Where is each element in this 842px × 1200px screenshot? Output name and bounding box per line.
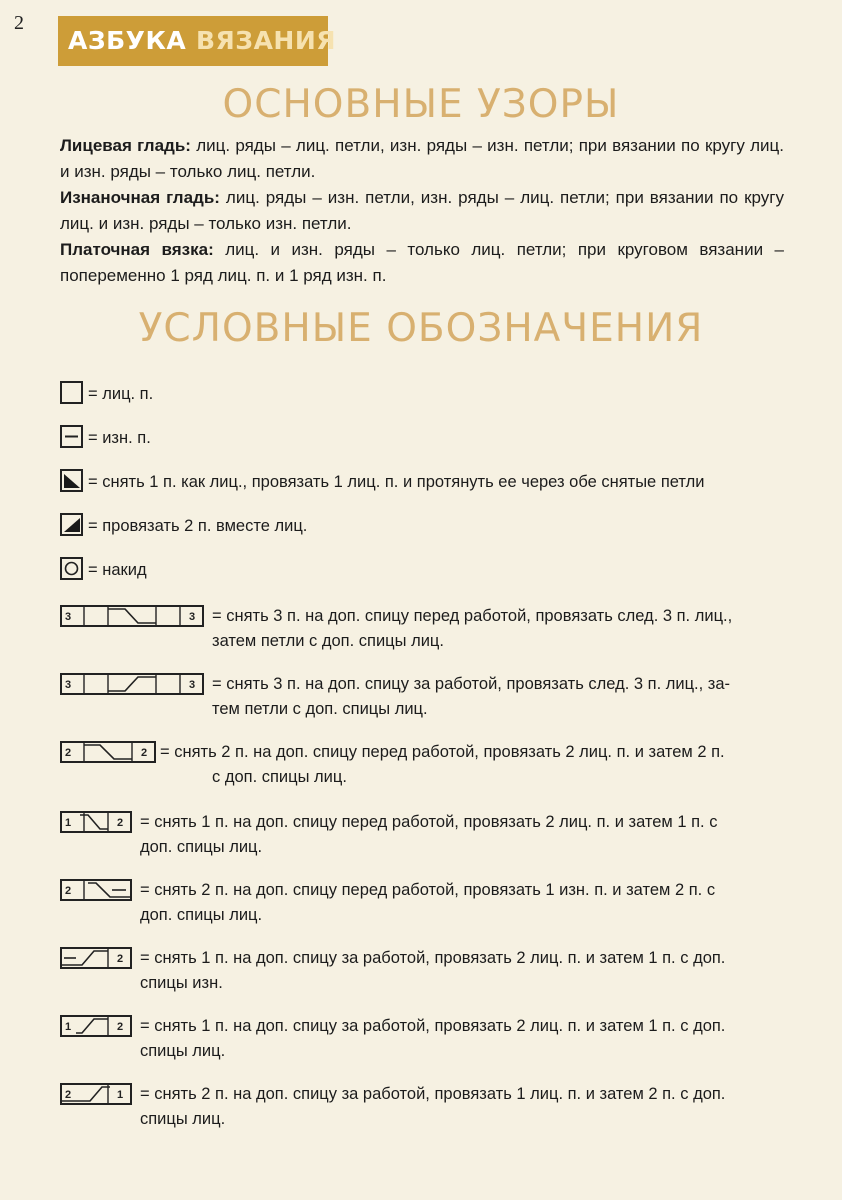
cable-3-3-back-symbol xyxy=(60,673,204,695)
paragraph-stockinette xyxy=(60,133,784,185)
cable-3-3-front-symbol xyxy=(60,605,204,627)
legend-text-line1: = снять 1 п. на доп. спицу за работой, провязать 2 лиц. п. и затем 1 п. с доп. xyxy=(140,949,726,967)
page-number: 2 xyxy=(14,12,24,34)
legend-item-knit-two-together: = провязать 2 п. вместе лиц. xyxy=(88,517,308,535)
legend-text-line2: затем петли с доп. спицы лиц. xyxy=(212,632,444,650)
cable-label-right: 2 xyxy=(117,953,124,965)
legend-text-line1: = снять 1 п. на доп. спицу за работой, провязать 2 лиц. п. и затем 1 п. с доп. xyxy=(140,1017,726,1035)
section-title-symbols: УСЛОВНЫЕ ОБОЗНАЧЕНИЯ xyxy=(138,306,704,351)
legend-item-cable-3-3-back xyxy=(212,672,792,722)
term-reverse-stockinette: Изнаночная гладь: xyxy=(60,188,220,207)
cable-label-right: 3 xyxy=(189,679,196,691)
cable-label-left: 2 xyxy=(65,885,72,897)
section-title-basic-patterns: ОСНОВНЫЕ УЗОРЫ xyxy=(222,82,620,127)
paragraph-garter-stitch xyxy=(60,237,784,289)
purl-stitch-symbol xyxy=(60,425,84,449)
term-stockinette: Лицевая гладь: xyxy=(60,136,191,155)
legend-text-line1: = снять 1 п. на доп. спицу перед работой, провязать 2 лиц. п. и затем 1 п. с xyxy=(140,813,718,831)
cable-label-left: 3 xyxy=(65,679,72,691)
cable-label-right: 1 xyxy=(117,1089,124,1101)
legend-item-cable-1-2-front xyxy=(140,810,790,860)
legend-text-line2: спицы изн. xyxy=(140,974,223,992)
legend-item-knit: = лиц. п. xyxy=(88,385,154,403)
cable-label-right: 2 xyxy=(117,817,124,829)
cable-label-left: 1 xyxy=(65,1021,72,1033)
cable-label-left: 2 xyxy=(65,747,72,759)
definition-reverse-stockinette: лиц. ряды – изн. петли, изн. ряды – лиц. петли; при вязании по кругу лиц. и изн. ряды – только изн. петли. xyxy=(60,188,785,233)
legend-text-line2: спицы лиц. xyxy=(140,1042,226,1060)
legend-text-line2: спицы лиц. xyxy=(140,1110,226,1128)
legend-item-cable-3-3-front xyxy=(212,604,792,654)
header-title-part2: ВЯЗАНИЯ xyxy=(196,26,337,55)
legend-item-cable-1-2-back-purl xyxy=(140,946,790,996)
cable-label-left: 2 xyxy=(65,1089,72,1101)
cable-1-2-front-symbol xyxy=(60,811,132,833)
term-garter-stitch: Платочная вязка: xyxy=(60,240,214,259)
legend-text-line2: доп. спицы лиц. xyxy=(140,906,263,924)
legend-item-cable-2-2-front xyxy=(160,740,790,790)
cable-label-right: 2 xyxy=(141,747,148,759)
legend-text-line2: тем петли с доп. спицы лиц. xyxy=(212,700,428,718)
legend-text-line1: = снять 2 п. на доп. спицу за работой, провязать 1 лиц. п. и затем 2 п. с доп. xyxy=(140,1085,726,1103)
cable-label-left: 1 xyxy=(65,817,72,829)
cable-label-right: 3 xyxy=(189,611,196,623)
slip-knit-pass-over-symbol xyxy=(60,469,84,493)
definition-stockinette: лиц. ряды – лиц. петли, изн. ряды – изн. петли; при вязании по кругу лиц. и изн. ряды – только лиц. петли. xyxy=(60,136,784,181)
cable-label-left: 3 xyxy=(65,611,72,623)
legend-item-cable-2-1-back xyxy=(140,1082,790,1132)
paragraph-reverse-stockinette xyxy=(60,185,784,237)
legend-text-line1: = снять 3 п. на доп. спицу перед работой, провязать след. 3 п. лиц., xyxy=(212,607,733,625)
legend-item-cable-2-1-front-purl xyxy=(140,878,790,928)
yarn-over-symbol xyxy=(60,557,84,581)
header-banner xyxy=(58,16,337,66)
knit-two-together-symbol xyxy=(60,513,84,537)
legend-item-cable-1-2-back xyxy=(140,1014,790,1064)
cable-2-2-front-symbol xyxy=(60,741,156,763)
legend-text-line1: = снять 3 п. на доп. спицу за работой, провязать след. 3 п. лиц., за- xyxy=(212,675,731,693)
knit-stitch-symbol xyxy=(60,381,84,405)
legend-text-line1: = снять 2 п. на доп. спицу перед работой, провязать 2 лиц. п. и затем 2 п. xyxy=(160,743,725,761)
cable-label-right: 2 xyxy=(117,1021,124,1033)
legend-text-line2: доп. спицы лиц. xyxy=(140,838,263,856)
cable-2-1-front-purl-symbol xyxy=(60,879,132,901)
legend-text-line2: с доп. спицы лиц. xyxy=(212,768,347,786)
cable-1-2-back-symbol xyxy=(60,1015,132,1037)
definition-garter-stitch: лиц. и изн. ряды – только лиц. петли; при круговом вязании – попеременно 1 ряд лиц. п. и 1 ряд изн. п. xyxy=(60,240,784,285)
cable-2-1-back-symbol xyxy=(60,1083,132,1105)
legend-item-slip-knit-pass-over: = снять 1 п. как лиц., провязать 1 лиц. п. и протянуть ее через обе снятые петли xyxy=(88,473,705,491)
legend-text-line1: = снять 2 п. на доп. спицу перед работой, провязать 1 изн. п. и затем 2 п. с xyxy=(140,881,716,899)
header-title-part1: АЗБУКА xyxy=(68,26,187,55)
cable-1-2-back-purl-symbol xyxy=(60,947,132,969)
legend-item-purl: = изн. п. xyxy=(88,429,151,447)
legend-item-yarn-over: = накид xyxy=(88,561,147,579)
